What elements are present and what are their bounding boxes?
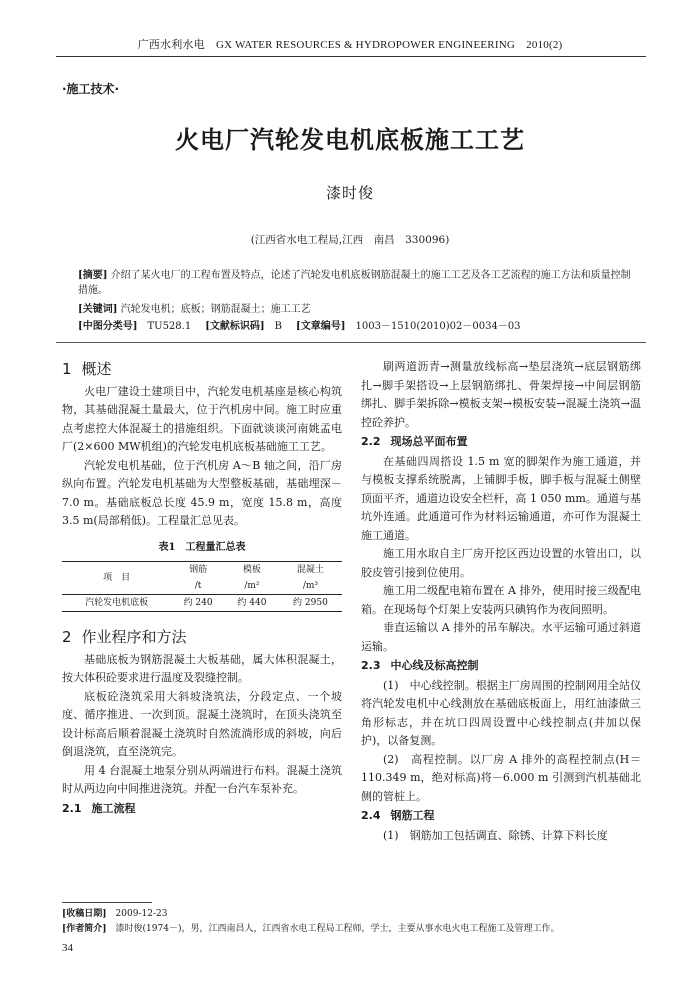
table-cell: 约 240	[171, 595, 225, 612]
author-bio-label: [作者简介]	[62, 924, 107, 934]
received-date: 2009-12-23	[115, 909, 168, 919]
subsection-title: 中心线及标高控制	[390, 659, 479, 672]
article-number-label: [文章编号]	[296, 321, 346, 332]
keywords-label: [关键词]	[78, 304, 118, 315]
article-title: 火电厂汽轮发电机底板施工工艺	[175, 126, 525, 154]
paragraph: 基础底板为钢筋混凝土大板基础，属大体积混凝土，按大体积砼要求进行温度及裂缝控制。	[62, 652, 342, 684]
page-number: 34	[62, 942, 73, 954]
subsection-number: 2.3	[361, 659, 381, 672]
table-header-item: 项 目	[62, 562, 171, 595]
received-label: [收稿日期]	[62, 909, 107, 919]
table-header-cell: 钢筋	[171, 562, 225, 579]
footnote-rule	[62, 902, 152, 903]
keywords-text: 汽轮发电机；底板；钢筋混凝土；施工工艺	[120, 304, 311, 315]
table-cell: 汽轮发电机底板	[62, 595, 171, 612]
footnote-author	[62, 922, 652, 936]
subsection-title: 钢筋工程	[390, 809, 435, 822]
clc-value: TU528.1	[147, 321, 192, 332]
section-heading-1	[62, 360, 342, 379]
subsection-title: 现场总平面布置	[390, 435, 468, 448]
subsection-heading-2-4	[361, 807, 641, 826]
article-number-value: 1003－1510(2010)02－0034－03	[355, 321, 521, 332]
clc-label: [中图分类号]	[78, 321, 138, 332]
left-column	[62, 358, 342, 819]
paragraph: 底板砼浇筑采用大斜坡浇筑法，分段定点、一个坡度、循序推进、一次到顶。混凝土浇筑时，在顶头浇筑至设计标高后顺着混凝土浇筑时自然流淌形成的斜坡，向后倒退浇筑，直至浇筑完。	[62, 689, 342, 758]
subsection-number: 2.1	[62, 801, 82, 815]
paragraph: 在基础四周搭设 1.5 m 宽的脚架作为施工通道，并与模板支撑系统脱离，上铺脚手板，脚手板与混凝土侧壁顶面平齐，通道边设安全栏杆，高 1 050 mm。通道与基坑外连通。此通道可作为材料运输通道，亦可作为混凝土施工通道。	[361, 454, 641, 542]
table-header-unit: /m³	[302, 581, 318, 591]
section-number: 2	[62, 628, 72, 646]
paragraph: 施工用二级配电箱布置在 A 排外，使用时接三级配电箱。在现场每个灯架上安装两只碘钨作为夜间照明。	[361, 584, 641, 616]
abstract	[78, 268, 638, 298]
table-header-cell: 混凝土	[279, 562, 342, 579]
paragraph: 汽轮发电机基础，位于汽机房 A～B 轴之间，沿厂房纵向布置。汽轮发电机基础为大型整板基础，基础埋深－7.0 m。基础底板总长度 45.9 m，宽度 15.8 m，高度 3.5 m(局部稍低)。工程量汇总见表。	[62, 458, 342, 527]
table-cell: 约 440	[225, 595, 279, 612]
table-caption: 表1 工程量汇总表	[158, 541, 246, 553]
process-flow: 刷两道沥青→测量放线标高→垫层浇筑→底层钢筋绑扎→脚手架搭设→上层钢筋绑扎、骨架焊接→中间层钢筋绑扎、脚手架拆除→模板支架→模板安装→混凝土浇筑→温控砼养护。	[361, 360, 641, 429]
paragraph: 火电厂建设土建项目中，汽轮发电机基座是核心构筑物，其基础混凝土量最大，位于汽机房中间。施工时应重点考虑控大体混凝土的措施组织。下面就谈谈河南姚孟电厂(2×600 MW机组)的汽轮发电机底板基础施工工艺。	[62, 384, 342, 453]
quantity-table	[62, 561, 342, 612]
subsection-heading-2-3	[361, 657, 641, 676]
section-tag: ·施工技术·	[62, 82, 120, 96]
header-rule	[56, 56, 646, 57]
meta-rule	[56, 342, 646, 343]
section-heading-2	[62, 628, 342, 647]
keywords	[78, 302, 638, 317]
author-affiliation: (江西省水电工程局,江西 南昌 330096)	[250, 234, 450, 246]
table-header-unit: /t	[194, 581, 202, 591]
paragraph: 施工用水取自主厂房开挖区西边设置的水管出口，以胶皮管引接到位使用。	[361, 547, 641, 579]
section-title: 概述	[81, 360, 112, 378]
footnote-received	[62, 907, 167, 921]
paragraph: 垂直运输以 A 排外的吊车解决。水平运输可通过斜道运输。	[361, 621, 641, 653]
table-row	[62, 595, 342, 612]
paragraph: 用 4 台混凝土地泵分别从两端进行布料。混凝土浇筑时从两边向中间推进浇筑。并配一台汽车泵补充。	[62, 763, 342, 795]
paragraph: (2) 高程控制。以厂房 A 排外的高程控制点(H＝110.349 m，绝对标高)将－6.000 m 引测到汽机基础北侧的管桩上。	[361, 752, 641, 803]
subsection-number: 2.2	[361, 435, 381, 448]
doc-code-value: B	[274, 321, 283, 332]
section-title: 作业程序和方法	[81, 628, 187, 646]
table-header-unit: /m²	[244, 581, 260, 591]
abstract-text: 介绍了某火电厂的工程布置及特点，论述了汽轮发电机底板钢筋混凝土的施工工艺及各工艺流程的施工方法和质量控制措施。	[78, 270, 631, 296]
subsection-heading-2-1	[62, 800, 342, 819]
classification-line	[78, 319, 638, 334]
subsection-title: 施工流程	[91, 801, 136, 815]
subsection-number: 2.4	[361, 809, 381, 822]
table-header-cell: 模板	[225, 562, 279, 579]
abstract-label: [摘要]	[78, 270, 108, 281]
author-bio: 漆时俊(1974－)，男，江西南昌人，江西省水电工程局工程师，学士，主要从事水电火电工程施工及管理工作。	[115, 924, 560, 934]
paragraph: (1) 钢筋加工包括调直、除锈、计算下料长度	[383, 828, 608, 842]
right-column	[361, 358, 641, 845]
article-author: 漆时俊	[325, 184, 374, 202]
section-number: 1	[62, 360, 72, 378]
running-header: 广西水利水电 GX WATER RESOURCES & HYDROPOWER ENGINEERING 2010(2)	[137, 39, 563, 51]
paragraph: (1) 中心线控制。根据主厂房周围的控制网用全站仪将汽轮发电机中心线测放在基础底板面上，用红油漆做三角形标志，并在坑口四周设置中心线控制点(并加以保护)，以备复测。	[361, 678, 641, 747]
doc-code-label: [文献标识码]	[205, 321, 265, 332]
table-cell: 约 2950	[279, 595, 342, 612]
subsection-heading-2-2	[361, 433, 641, 452]
